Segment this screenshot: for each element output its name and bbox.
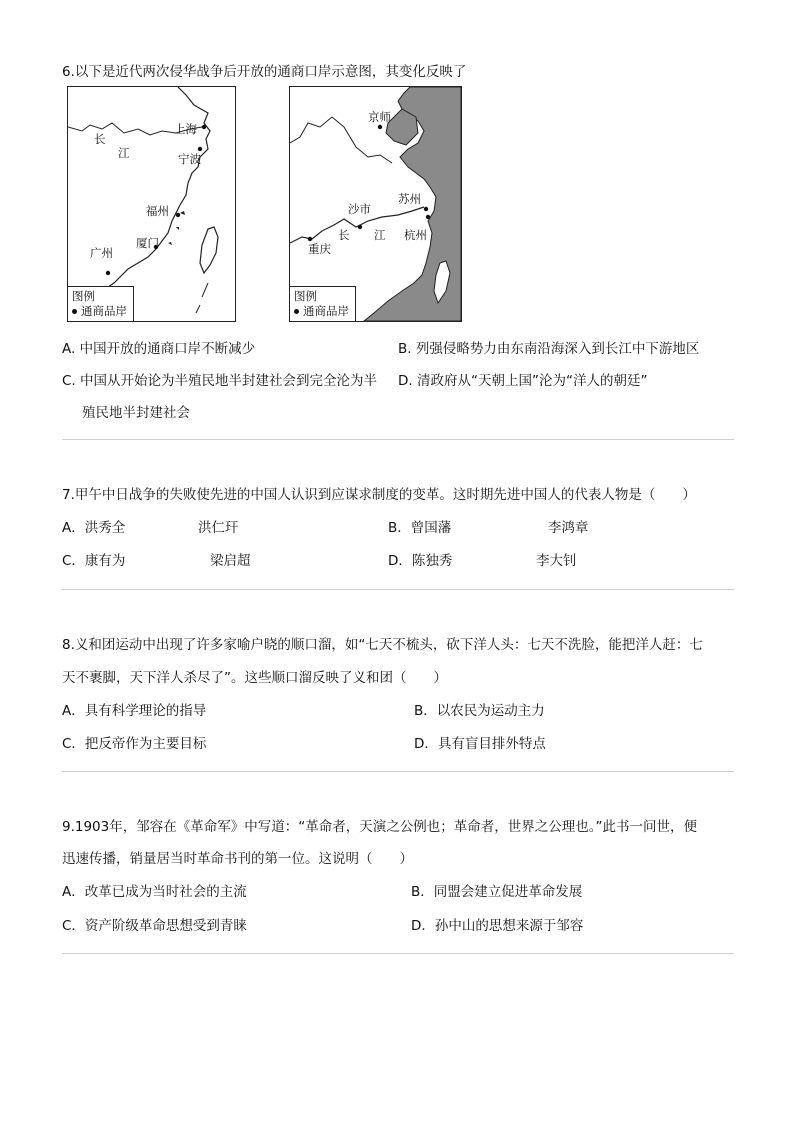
- map1-label-chang: 长: [94, 132, 106, 146]
- q9-option-d[interactable]: D．孙中山的思想来源于邹容: [411, 918, 584, 934]
- q7-stem: 7.甲午中日战争的失败使先进的中国人认识到应谋求制度的变革。这时期先进中国人的代表人物是（ ）: [62, 487, 696, 503]
- map2-label-chang: 长: [338, 228, 350, 242]
- map-second-war: [289, 86, 462, 322]
- q9-option-b[interactable]: B．同盟会建立促进革命发展: [411, 884, 583, 900]
- divider: [62, 771, 734, 772]
- q8-stem-cont: 天不裹脚，天下洋人杀尽了”。这些顺口溜反映了义和团（ ）: [62, 670, 447, 686]
- map2-label-suzhou: 苏州: [398, 192, 421, 206]
- map2-label-jiang: 江: [374, 228, 386, 242]
- q6-stem: 6.以下是近代两次侵华战争后开放的通商口岸示意图，其变化反映了: [62, 64, 467, 80]
- map2-label-shashi: 沙市: [348, 202, 371, 216]
- map2-label-jingshi: 京师: [368, 110, 391, 124]
- port-dot-icon: [294, 309, 299, 314]
- q9-stem: 9.1903年，邹容在《革命军》中写道：“革命者，天演之公例也；革命者，世界之公理也。”此书一问世，便: [62, 819, 697, 835]
- map1-label-ningbo: 宁波: [178, 152, 201, 166]
- map2-label-hangzhou: 杭州: [404, 228, 427, 242]
- divider: [62, 589, 734, 590]
- q6-option-a[interactable]: A. 中国开放的通商口岸不断减少: [62, 341, 256, 357]
- q9-stem-cont: 迅速传播，销量居当时革命书刊的第一位。这说明（ ）: [62, 851, 413, 867]
- q6-option-d[interactable]: D. 清政府从“天朝上国”沦为“洋人的朝廷”: [398, 373, 648, 389]
- map1-label-jiang: 江: [118, 146, 130, 160]
- map2-label-chongqing: 重庆: [308, 242, 331, 256]
- q8-option-b[interactable]: B．以农民为运动主力: [414, 703, 545, 719]
- map1-legend-item: 通商品岸: [81, 304, 127, 318]
- q9-option-c[interactable]: C．资产阶级革命思想受到青睐: [62, 918, 247, 934]
- q6-option-c[interactable]: C. 中国从开始论为半殖民地半封建社会到完全沦为半: [62, 373, 378, 389]
- map2-legend-title: 图例: [294, 289, 317, 303]
- q9-option-a[interactable]: A．改革已成为当时社会的主流: [62, 884, 247, 900]
- q8-option-d[interactable]: D．具有盲目排外特点: [414, 736, 546, 752]
- port-dot-icon: [72, 309, 77, 314]
- map1-label-guangzhou: 广州: [90, 246, 113, 260]
- map1-label-fuzhou: 福州: [146, 204, 169, 218]
- map1-label-xiamen: 厦门: [136, 236, 159, 250]
- map1-label-shanghai: 上海: [174, 122, 197, 136]
- q7-option-b[interactable]: B．曾国藩: [388, 520, 452, 536]
- map-first-war: [67, 86, 236, 322]
- q7-option-a-second: 洪仁玕: [198, 520, 239, 536]
- q6-option-b[interactable]: B. 列强侵略势力由东南沿海深入到长江中下游地区: [398, 341, 700, 357]
- divider: [62, 439, 734, 440]
- map2-legend: [290, 286, 356, 321]
- q7-option-c[interactable]: C．康有为: [62, 553, 126, 569]
- q7-option-c-second: 梁启超: [210, 553, 251, 569]
- q8-stem: 8.义和团运动中出现了许多家喻户晓的顺口溜，如“七天不梳头，砍下洋人头：七天不洗脸，能把洋人赶：七: [62, 637, 703, 653]
- q7-option-a[interactable]: A．洪秀全: [62, 520, 126, 536]
- map2-legend-item: 通商品岸: [303, 304, 349, 318]
- q7-option-b-second: 李鸿章: [548, 520, 589, 536]
- q7-option-d-second: 李大钊: [536, 553, 577, 569]
- q8-option-a[interactable]: A．具有科学理论的指导: [62, 703, 207, 719]
- q7-option-d[interactable]: D．陈独秀: [388, 553, 453, 569]
- q8-option-c[interactable]: C．把反帝作为主要目标: [62, 736, 207, 752]
- divider: [62, 953, 734, 954]
- map1-legend: [68, 286, 134, 321]
- q6-option-c-cont: 殖民地半封建社会: [82, 405, 190, 421]
- map1-legend-title: 图例: [72, 289, 95, 303]
